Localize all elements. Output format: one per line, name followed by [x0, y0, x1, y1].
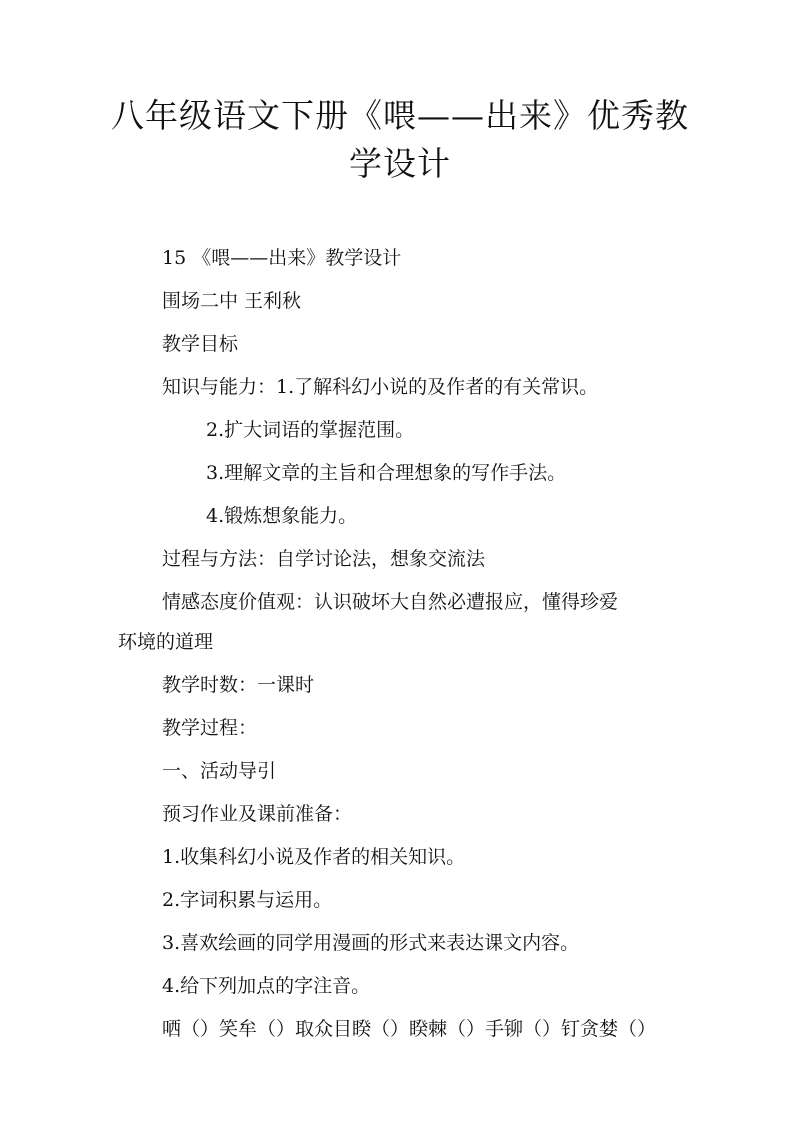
activity-intro: 一、活动导引: [162, 760, 277, 782]
lesson-heading: 15 《喂——出来》教学设计: [162, 247, 402, 269]
emotion-values-continued: 环境的道理: [118, 631, 214, 653]
objective-item-4: 4.锻炼想象能力。: [206, 505, 358, 527]
process-method: 过程与方法：自学讨论法，想象交流法: [162, 548, 486, 570]
pinyin-exercise: 哂（）笑牟（）取众目睽（）睽棘（）手铆（）钉贪婪（）: [162, 1018, 657, 1040]
prep-item-4: 4.给下列加点的字注音。: [162, 975, 371, 997]
teaching-process: 教学过程：: [162, 717, 258, 739]
author-line: 围场二中 王利秋: [162, 290, 302, 312]
document-title: [100, 92, 700, 188]
prep-item-2: 2.字词积累与运用。: [162, 889, 333, 911]
prep-item-1: 1.收集科幻小说及作者的相关知识。: [162, 846, 466, 868]
objective-item-2: 2.扩大词语的掌握范围。: [206, 419, 415, 441]
lesson-hours: 教学时数：一课时: [162, 674, 315, 696]
prep-item-3: 3.喜欢绘画的同学用漫画的形式来表达课文内容。: [162, 932, 580, 954]
emotion-values: 情感态度价值观：认识破坏大自然必遭报应，懂得珍爱: [162, 591, 619, 613]
title-line-1: 八年级语文下册《喂——出来》优秀教: [111, 96, 689, 135]
title-line-2: 学设计: [349, 144, 451, 183]
preview-prep: 预习作业及课前准备：: [162, 803, 353, 825]
objective-knowledge: 知识与能力：1.了解科幻小说的及作者的有关常识。: [162, 376, 599, 398]
objective-item-3: 3.理解文章的主旨和合理想象的写作手法。: [206, 462, 567, 484]
section-objectives: 教学目标: [162, 333, 239, 355]
